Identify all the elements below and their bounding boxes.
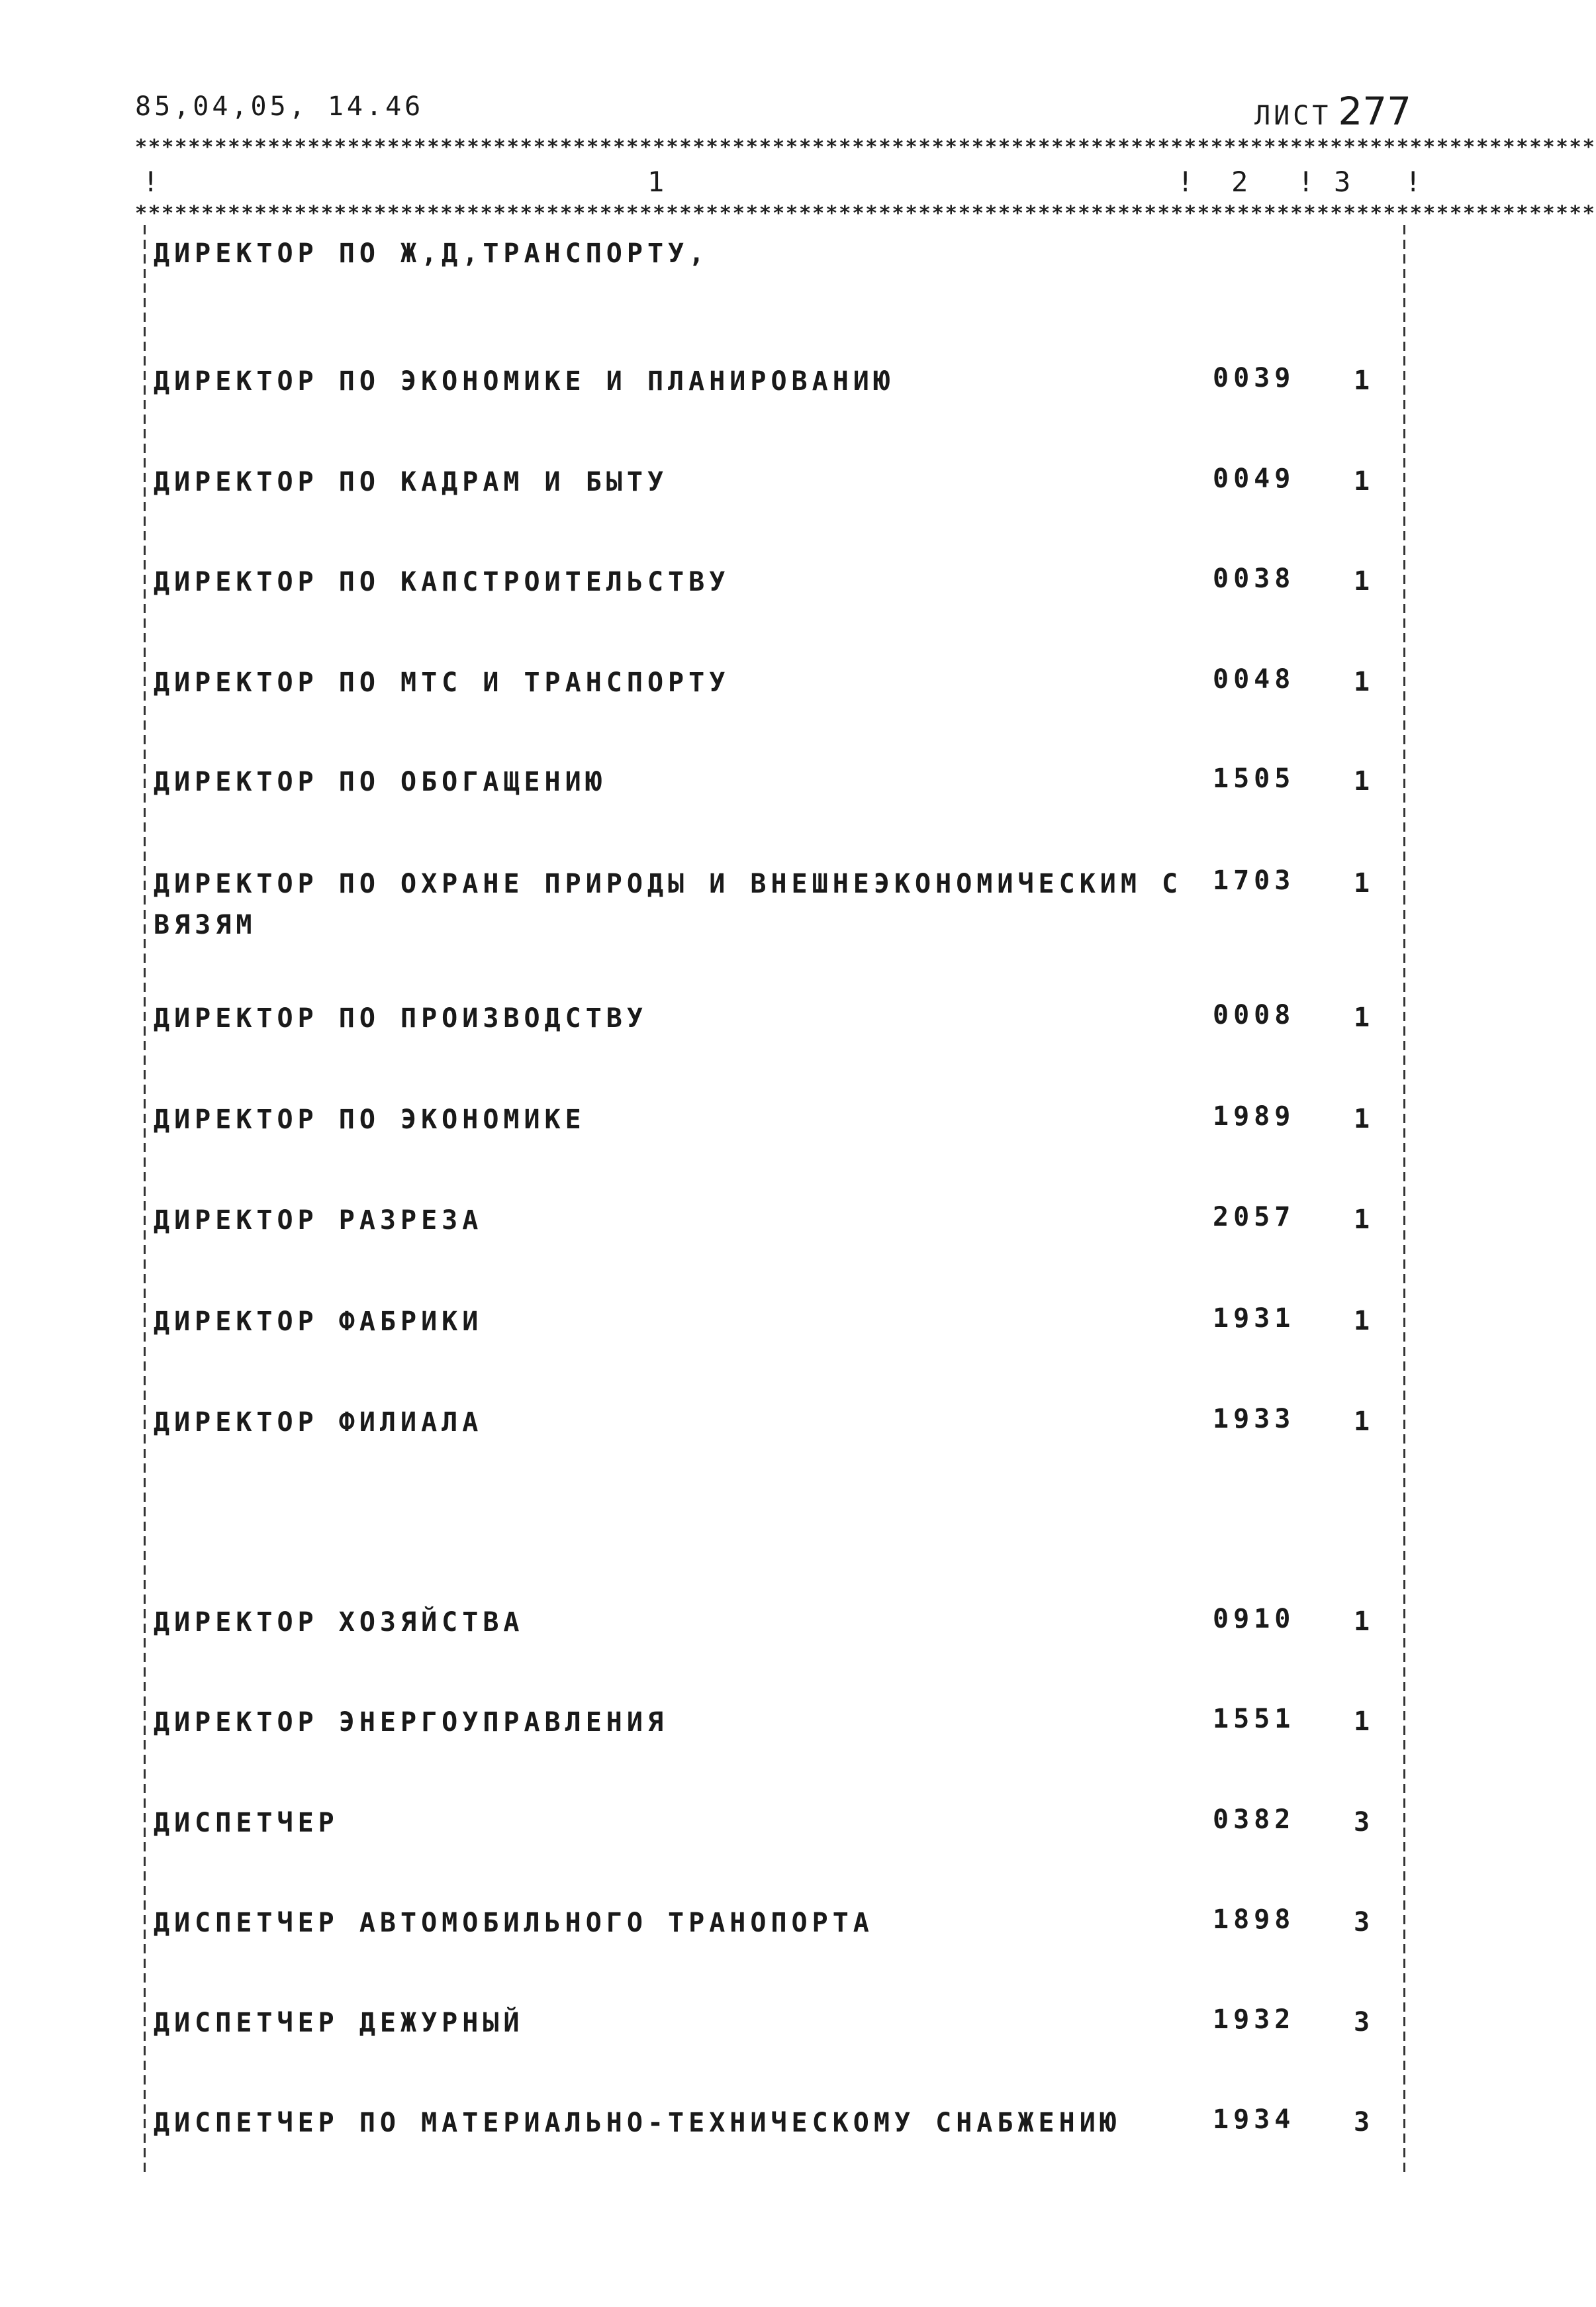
row-code: 0038 <box>1213 564 1295 594</box>
row-qty: 1 <box>1354 1606 1370 1637</box>
star-rule-bottom: ************************************************************************************************************** <box>135 202 1596 225</box>
row-qty: 1 <box>1354 1003 1370 1033</box>
row-qty: 3 <box>1354 2007 1370 2037</box>
row-title: ДИРЕКТОР ФИЛИАЛА <box>154 1407 483 1438</box>
row-code: 0910 <box>1213 1604 1295 1634</box>
row-title: ДИСПЕТЧЕР ПО МАТЕРИАЛЬНО-ТЕХНИЧЕСКОМУ СНАБЖЕНИЮ <box>154 2108 1121 2138</box>
row-code: 0048 <box>1213 664 1295 695</box>
sheet-number: 277 <box>1338 89 1412 134</box>
row-title: ДИРЕКТОР ПО ОБОГАЩЕНИЮ <box>154 767 606 797</box>
row-code: 1505 <box>1213 763 1295 794</box>
row-title: ДИСПЕТЧЕР <box>154 1808 339 1838</box>
row-code: 1989 <box>1213 1101 1295 1132</box>
star-rule-top: ************************************************************************************************************** <box>135 136 1596 159</box>
row-title: ДИРЕКТОР ПО ЭКОНОМИКЕ И ПЛАНИРОВАНИЮ <box>154 366 894 397</box>
column-header-3: 3 <box>1334 166 1351 198</box>
row-title: ДИРЕКТОР ХОЗЯЙСТВА <box>154 1607 524 1638</box>
row-qty: 1 <box>1354 1306 1370 1336</box>
row-code: 1703 <box>1213 865 1295 896</box>
row-code: 2057 <box>1213 1202 1295 1232</box>
row-title: ДИРЕКТОР ПО КАДРАМ И БЫТУ <box>154 467 669 497</box>
row-code: 1933 <box>1213 1404 1295 1434</box>
row-qty: 1 <box>1354 1706 1370 1737</box>
row-qty: 3 <box>1354 2107 1370 2137</box>
row-code: 0382 <box>1213 1804 1295 1835</box>
row-qty: 1 <box>1354 366 1370 396</box>
row-qty: 1 <box>1354 667 1370 697</box>
row-code: 1551 <box>1213 1704 1295 1734</box>
row-title: ДИРЕКТОР ПО Ж,Д,ТРАНСПОРТУ, <box>154 238 710 269</box>
sheet-label-group <box>1254 89 1411 134</box>
row-qty: 1 <box>1354 1104 1370 1134</box>
row-title: ДИРЕКТОР ПО ОХРАНЕ ПРИРОДЫ И ВНЕШНЕЭКОНОМИЧЕСКИМ С ВЯЗЯМ <box>154 869 1183 940</box>
row-qty: 1 <box>1354 1406 1370 1437</box>
row-title: ДИРЕКТОР ПО МТС И ТРАНСПОРТУ <box>154 667 730 698</box>
column-divider: ! <box>142 166 160 198</box>
right-border <box>1403 225 1405 2172</box>
row-code: 0039 <box>1213 363 1295 393</box>
row-code: 1931 <box>1213 1303 1295 1334</box>
column-divider: ! <box>1177 166 1194 198</box>
column-divider: ! <box>1405 166 1422 198</box>
row-title: ДИРЕКТОР ФАБРИКИ <box>154 1306 483 1337</box>
row-title: ДИРЕКТОР ЭНЕРГОУПРАВЛЕНИЯ <box>154 1707 669 1738</box>
row-title: ДИРЕКТОР РАЗРЕЗА <box>154 1205 483 1236</box>
row-title: ДИСПЕТЧЕР АВТОМОБИЛЬНОГО ТРАНОПОРТА <box>154 1908 874 1938</box>
row-qty: 1 <box>1354 466 1370 497</box>
row-code: 0008 <box>1213 1000 1295 1030</box>
sheet-label: ЛИСТ <box>1254 101 1332 131</box>
row-title: ДИРЕКТОР ПО КАПСТРОИТЕЛЬСТВУ <box>154 567 730 597</box>
row-title: ДИРЕКТОР ПО ПРОИЗВОДСТВУ <box>154 1003 647 1034</box>
row-qty: 1 <box>1354 766 1370 797</box>
row-code: 1898 <box>1213 1904 1295 1935</box>
row-qty: 1 <box>1354 566 1370 597</box>
row-title: ДИРЕКТОР ПО ЭКОНОМИКЕ <box>154 1104 586 1135</box>
row-title: ДИСПЕТЧЕР ДЕЖУРНЫЙ <box>154 2008 524 2038</box>
print-timestamp: 85,04,05, 14.46 <box>135 91 424 122</box>
row-code: 1934 <box>1213 2104 1295 2135</box>
row-code: 0049 <box>1213 464 1295 494</box>
row-qty: 3 <box>1354 1907 1370 1938</box>
row-qty: 3 <box>1354 1807 1370 1838</box>
row-code: 1932 <box>1213 2004 1295 2035</box>
column-header-2: 2 <box>1231 166 1248 198</box>
column-header-1: 1 <box>647 166 665 198</box>
row-qty: 1 <box>1354 868 1370 899</box>
row-qty: 1 <box>1354 1204 1370 1235</box>
left-border <box>144 225 146 2172</box>
column-divider: ! <box>1297 166 1315 198</box>
